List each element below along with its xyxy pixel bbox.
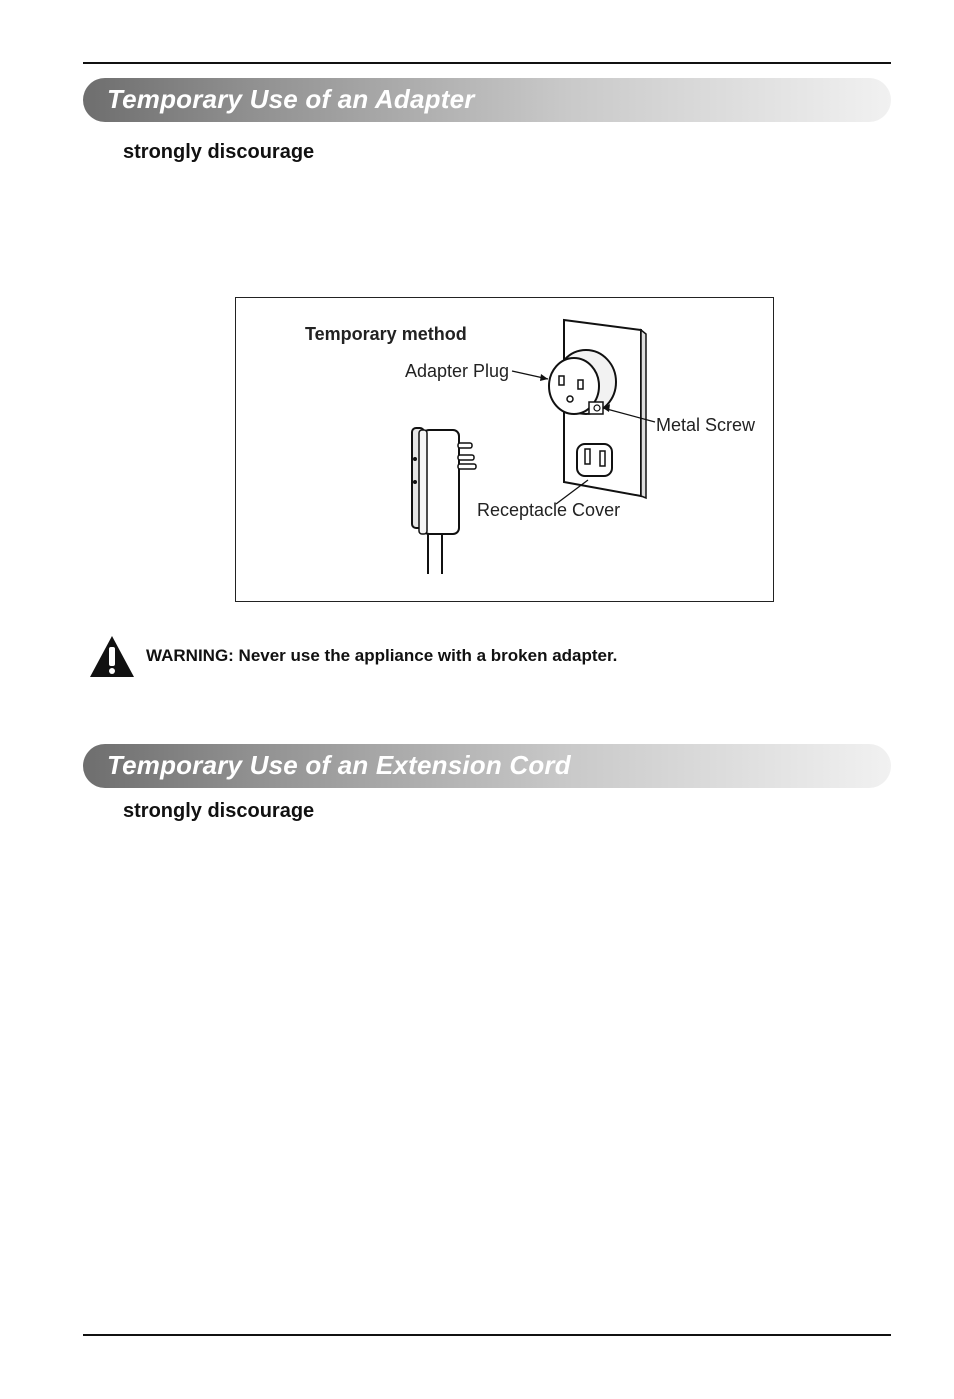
adapter-figure [235,297,774,602]
label-receptacle-cover: Receptacle Cover [477,500,621,520]
top-rule [83,62,891,64]
label-adapter-plug: Adapter Plug [405,361,510,381]
bottom-rule [83,1334,891,1336]
section-title: Temporary Use of an Adapter [107,84,475,114]
section-title: Temporary Use of an Extension Cord [107,750,571,780]
label-metal-screw: Metal Screw [656,415,756,435]
warning-notice [88,634,788,680]
section-subheading: strongly discourage [123,141,315,163]
lower-outlet [577,444,612,476]
section-subheading: strongly discourage [123,800,315,822]
warning-triangle-icon [88,634,136,680]
adapter-device-body [423,430,459,534]
warning-text: WARNING: Never use the appliance with a broken adapter. [146,646,618,665]
section-header-extension-cord [83,744,891,788]
figure-title: Temporary method [305,324,467,344]
section-header-adapter [83,78,891,122]
